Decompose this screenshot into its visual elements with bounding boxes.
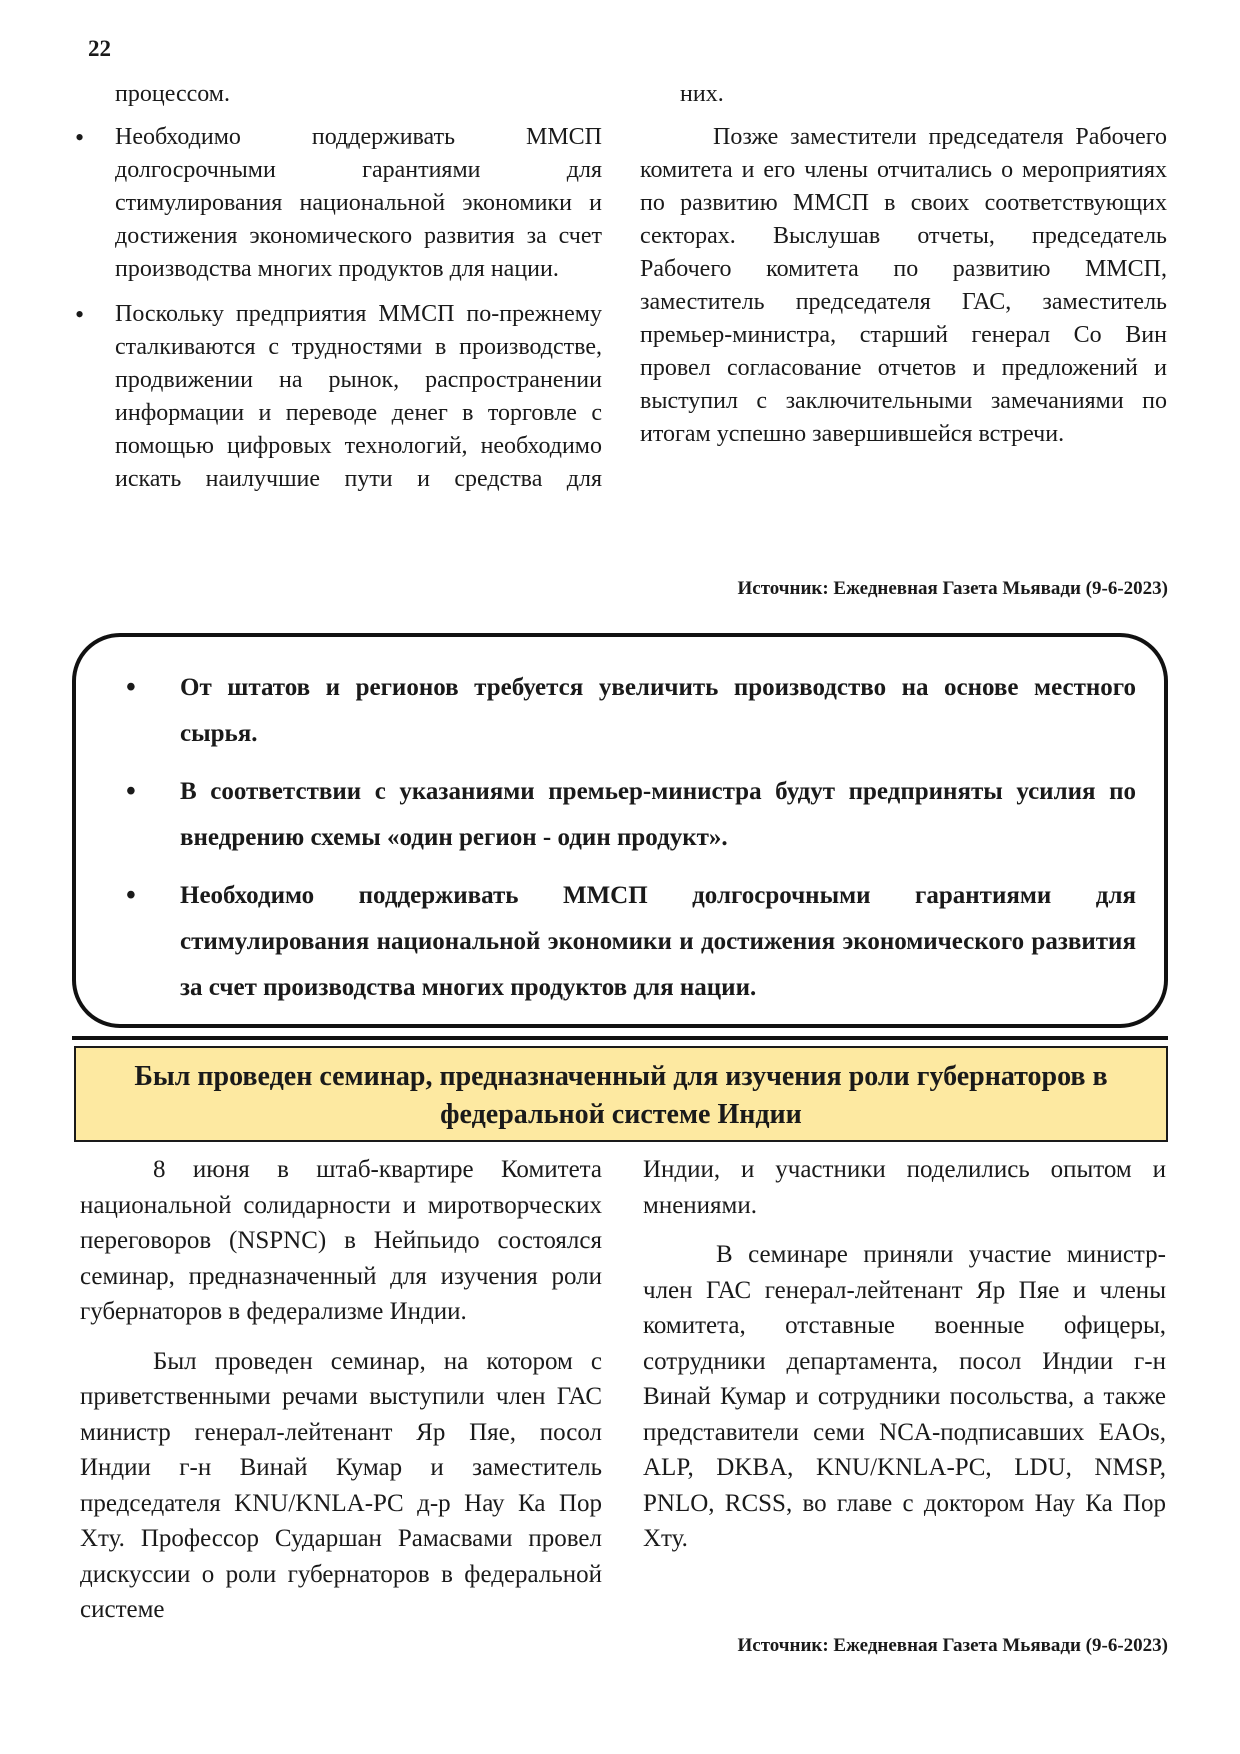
key-point: • В соответствии с указаниями премьер-министра будут предприняты усилия по внедрению схемы «один регион - один продукт».: [104, 769, 1136, 861]
bullet-item: • Поскольку предприятия ММСП по-прежнему сталкиваются с трудностями в производстве, продвижении на рынок, распространении информации и переводе денег в торговле с помощью цифровых технологий, необходимо искать наилучшие пути и средства для: [75, 298, 602, 496]
top-right-column: [640, 78, 1167, 461]
bullet-list: [75, 121, 602, 496]
key-points-box: [72, 633, 1168, 1028]
bottom-left-column: [80, 1152, 602, 1642]
article-headline: Был проведен семинар, предназначенный для изучения роли губернаторов в федеральной системе Индии: [74, 1046, 1168, 1142]
continuation-text: них.: [680, 81, 724, 107]
source-citation: Источник: Ежедневная Газета Мьявади (9-6-2023): [737, 1635, 1168, 1656]
page-number: 22: [88, 36, 111, 61]
paragraph: В семинаре приняли участие министр-член ГАС генерал-лейтенант Яр Пяе и члены комитета, отставные военные офицеры, сотрудники департамента, посол Индии г-н Винай Кумар и сотрудники посольства, а также представители семи NCA-подписавших EAOs, ALP, DKBA, KNU/KNLA-PC, LDU, NMSP, PNLO, RCSS, во главе с доктором Нау Ка Пор Хту.: [643, 1241, 1166, 1552]
paragraph: 8 июня в штаб-квартире Комитета национальной солидарности и миротворческих переговоров (NSPNC) в Нейпьидо состоялся семинар, предназначенный для изучения роли губернаторов в федерализме Индии.: [80, 1156, 602, 1325]
bottom-right-column: [643, 1152, 1166, 1571]
continuation-text: процессом.: [115, 81, 230, 107]
key-point: • Необходимо поддерживать ММСП долгосрочными гарантиями для стимулирования национальной экономики и достижения экономического развития за счет производства многих продуктов для нации.: [104, 873, 1136, 1011]
key-point: • От штатов и регионов требуется увеличить производство на основе местного сырья.: [104, 665, 1136, 757]
paragraph: Индии, и участники поделились опытом и мнениями.: [643, 1156, 1166, 1219]
top-left-column: [75, 78, 602, 508]
paragraph: Позже заместители председателя Рабочего комитета и его члены отчитались о мероприятиях по развитию ММСП в своих соответствующих секторах. Выслушав отчеты, председатель Рабочего комитета по развитию ММСП, заместитель председателя ГАС, заместитель премьер-министра, старший генерал Со Вин провел согласование отчетов и предложений и выступил с заключительными замечаниями по итогам успешно завершившейся встречи.: [640, 124, 1167, 447]
section-divider: [72, 1036, 1168, 1040]
paragraph: Был проведен семинар, на котором с приветственными речами выступили член ГАС министр генерал-лейтенант Яр Пяе, посол Индии г-н Винай Кумар и заместитель председателя KNU/KNLA-PC д-р Нау Ка Пор Хту. Профессор Сударшан Рамасвами провел дискуссии о роли губернаторов в федеральной системе: [80, 1347, 602, 1623]
key-points-list: [104, 665, 1136, 1011]
source-citation: Источник: Ежедневная Газета Мьявади (9-6-2023): [737, 578, 1168, 599]
bullet-item: • Необходимо поддерживать ММСП долгосрочными гарантиями для стимулирования национальной экономики и достижения экономического развития за счет производства многих продуктов для нации.: [75, 121, 602, 286]
